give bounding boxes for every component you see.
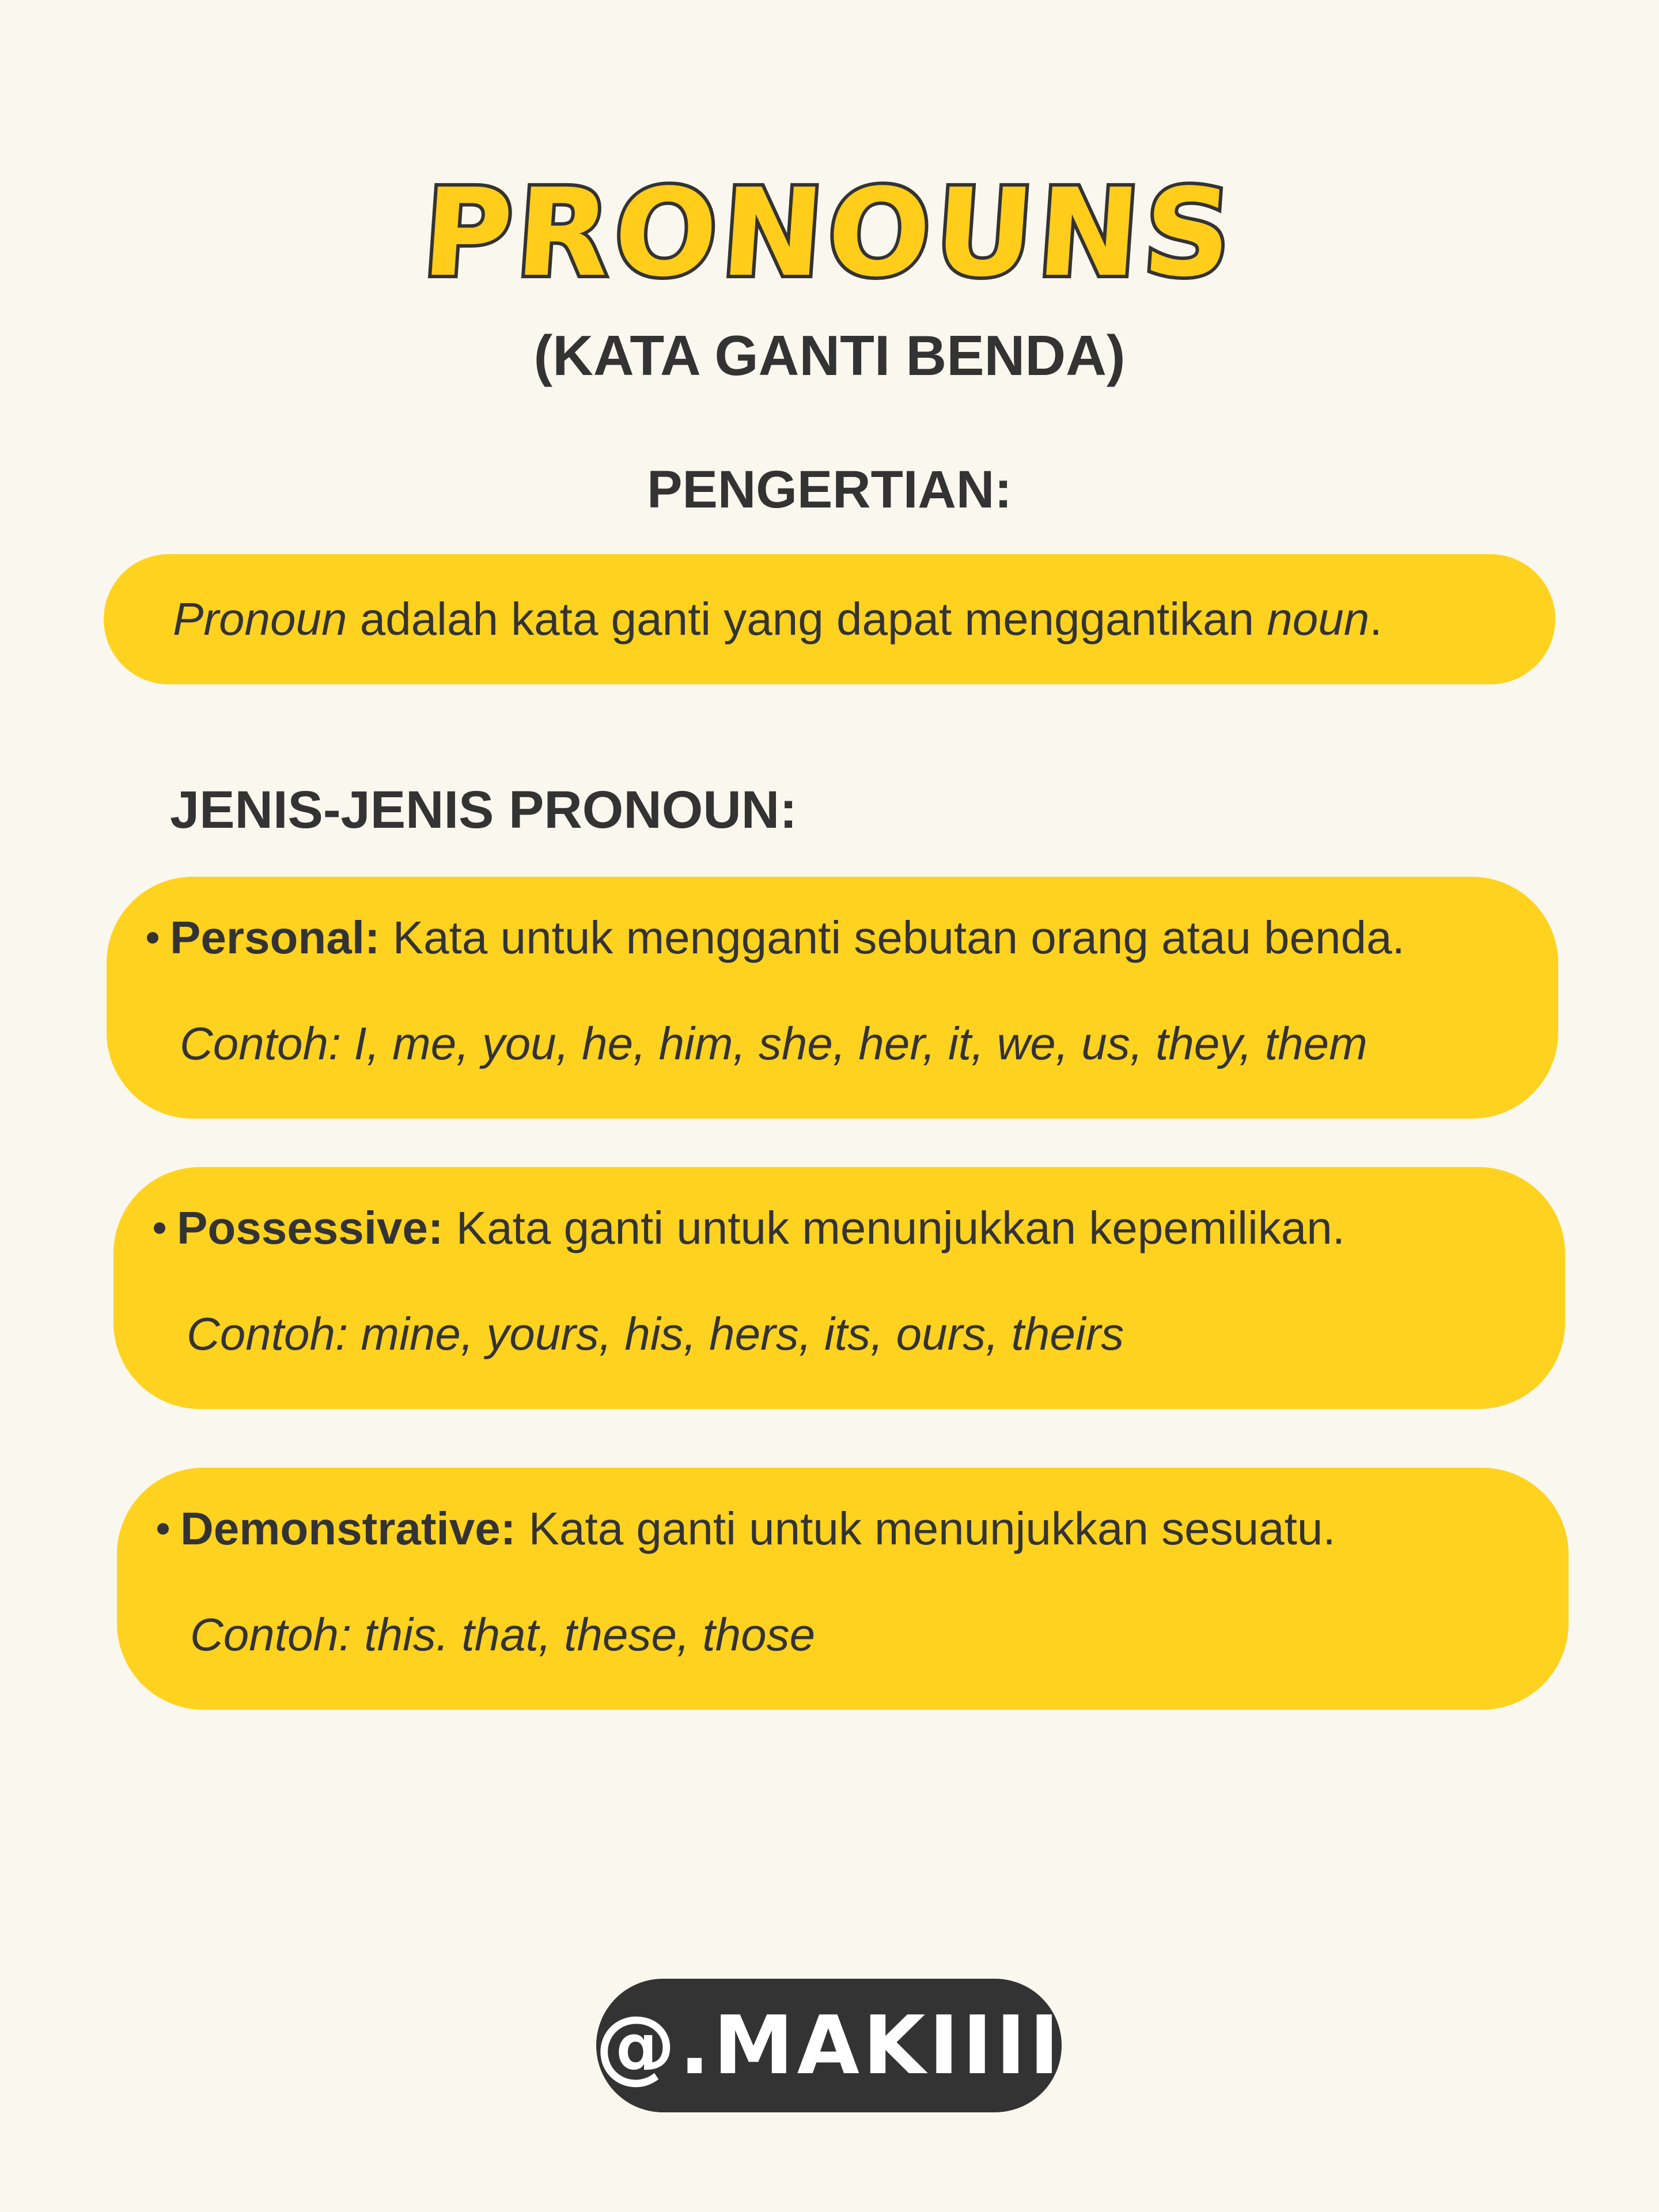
type-line: [157, 1503, 1336, 1554]
bullet-icon: [147, 932, 158, 944]
author-handle: @.MAKIIII: [595, 1998, 1063, 2093]
type-line: [147, 912, 1405, 963]
type-description: Kata ganti untuk menunjukkan kepemilikan.: [443, 1202, 1345, 1253]
pronoun-type-card-personal: [107, 877, 1558, 1119]
type-description: Kata ganti untuk menunjukkan sesuatu.: [516, 1503, 1336, 1554]
definition-middle: adalah kata ganti yang dapat menggantikan: [347, 593, 1267, 645]
bullet-icon: [157, 1523, 169, 1535]
pronoun-type-card-possessive: [113, 1167, 1565, 1409]
definition-noun: noun: [1267, 593, 1370, 645]
type-line: [154, 1202, 1345, 1253]
types-heading: JENIS-JENIS PRONOUN:: [170, 781, 797, 839]
definition-end: .: [1369, 593, 1382, 645]
page-subtitle: (KATA GANTI BENDA): [533, 324, 1126, 387]
definition-term: Pronoun: [173, 593, 347, 645]
definition-heading: PENGERTIAN:: [647, 460, 1012, 519]
type-description: Kata untuk mengganti sebutan orang atau benda.: [380, 912, 1405, 963]
bullet-icon: [154, 1222, 165, 1234]
definition-box: [104, 554, 1555, 684]
pronoun-type-card-demonstrative: [117, 1468, 1569, 1710]
type-example: Contoh: this. that, these, those: [190, 1609, 816, 1660]
page-title: PRONOUNS: [418, 162, 1241, 304]
type-term: Possessive:: [177, 1202, 444, 1253]
type-term: Personal:: [170, 912, 380, 963]
type-term: Demonstrative:: [180, 1503, 516, 1554]
type-example: Contoh: I, me, you, he, him, she, her, it, we, us, they, them: [180, 1018, 1368, 1069]
author-handle-badge: [596, 1979, 1062, 2112]
definition-text: [173, 593, 1382, 646]
type-example: Contoh: mine, yours, his, hers, its, ours, theirs: [187, 1308, 1124, 1359]
